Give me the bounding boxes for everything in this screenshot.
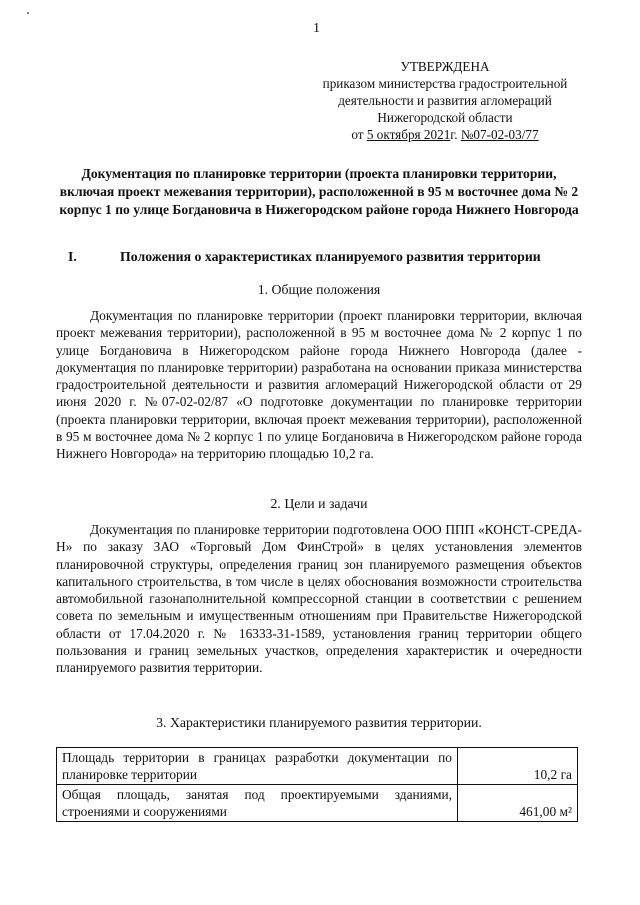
subsection-heading-general: 1. Общие положения bbox=[257, 282, 381, 297]
approval-date: 5 октября 2021 bbox=[366, 127, 451, 142]
paragraph-general: Документация по планировке территории (проект планировки территории, включая проект межевания территории), расположенной в 95 м восточнее дома № 2 корпус 1 по улице Богдановича в Нижегородском районе города Нижнего Новгорода (далее - документация по планировке территории) разработана на основании приказа министерства градостроительной деятельности и развития агломераций Нижегородской области от 29 июня 2020 г. №07-02-02/87 «О подготовке документации по планировке территории (проекта планировки территории, включая проект межевания территории), расположенной в 95 м восточнее дома № 2 корпус 1 по улице Богдановича в Нижегородском районе города Нижнего Новгорода» на территорию площадью 10,2 га. bbox=[56, 308, 582, 462]
table-cell-value: 461,00 м² bbox=[458, 785, 578, 822]
subsection-heading-goals: 2. Цели и задачи bbox=[270, 496, 368, 511]
approval-line: деятельности и развития агломераций bbox=[338, 93, 552, 108]
date-prefix: от bbox=[351, 127, 367, 142]
table-row bbox=[57, 748, 578, 785]
characteristics-table bbox=[56, 747, 578, 822]
table-cell-label: Общая площадь, занятая под проектируемыми зданиями, строениями и сооружениями bbox=[57, 785, 458, 822]
subsection-heading-characteristics: 3. Характеристики планируемого развития территории. bbox=[156, 715, 482, 730]
paragraph-goals: Документация по планировке территории подготовлена ООО ППП «КОНСТ-СРЕДА-Н» по заказу ЗАО «Торговый Дом ФинСтрой» в целях установления элементов планировочной структуры, определения границ зон планируемого размещения объектов капитального строительства, в том числе в целях обоснования возможности строительства автомобильной газонаполнительной компрессорной станции в соответствии с решением совета по земельным и имущественным отношениям при Правительстве Нижегородской области от 17.04.2020 г. № 16333-31-1589, установления границ территории общего пользования и границ земельных участков, определения характеристик и очередности планируемого развития территории. bbox=[56, 522, 582, 676]
approval-number: №07-02-03/77 bbox=[460, 127, 539, 142]
document-title: Документация по планировке территории (проекта планировки территории, включая проект межевания территории), расположенной в 95 м восточнее дома № 2 корпус 1 по улице Богдановича в Нижегородском районе города Нижнего Новгорода bbox=[59, 166, 579, 217]
table-cell-value: 10,2 га bbox=[458, 748, 578, 785]
approval-heading: УТВЕРЖДЕНА bbox=[400, 59, 490, 74]
date-suffix: г. bbox=[450, 127, 461, 142]
table-cell-label: Площадь территории в границах разработки документации по планировке территории bbox=[57, 748, 458, 785]
approval-stamp bbox=[300, 58, 590, 143]
scan-speck bbox=[27, 12, 29, 14]
page-number: 1 bbox=[313, 21, 320, 36]
section-title: Положения о характеристиках планируемого развития территории bbox=[120, 249, 541, 264]
approval-date-line bbox=[300, 126, 590, 143]
approval-line: Нижегородской области bbox=[377, 110, 513, 125]
approval-line: приказом министерства градостроительной bbox=[322, 76, 568, 91]
section-number: I. bbox=[68, 249, 77, 264]
table-row bbox=[57, 785, 578, 822]
